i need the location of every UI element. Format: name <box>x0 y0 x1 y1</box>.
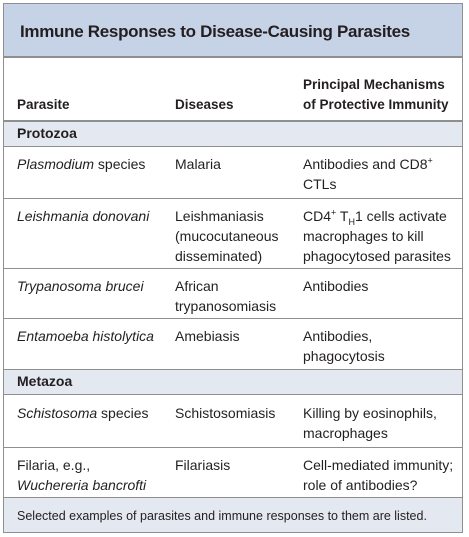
cell-mechanism <box>303 154 433 194</box>
disease-text: Leishmaniasis <box>175 208 264 224</box>
section-label: Metazoa <box>17 373 73 389</box>
header-mechanisms-line1: Principal Mechanisms <box>303 77 445 92</box>
mechanism-text: 1 cells activate <box>354 208 447 224</box>
cell-disease <box>175 154 221 174</box>
mechanism-line <box>303 206 451 226</box>
mechanism-text: Killing by eosinophils, <box>303 405 437 421</box>
disease-text: African <box>175 278 219 294</box>
cell-disease <box>175 276 276 316</box>
parasite-genus: Plasmodium <box>17 156 95 172</box>
row-divider <box>4 447 462 448</box>
disease-text: Schistosomiasis <box>175 405 276 421</box>
header-mechanisms-line2: of Protective Immunity <box>303 97 449 112</box>
superscript-plus: + <box>427 155 433 166</box>
subscript-h: H <box>348 216 355 227</box>
disease-text: Amebiasis <box>175 328 240 344</box>
table-title-bar <box>4 4 462 58</box>
mechanism-text: CD4 <box>303 208 332 224</box>
cell-parasite <box>17 154 145 174</box>
header-diseases: Diseases <box>175 97 234 112</box>
mechanism-text: Antibodies and CD8 <box>303 156 428 172</box>
row-divider <box>4 198 462 199</box>
mechanism-text: phagocytosed parasites <box>303 248 451 264</box>
header-mechanisms <box>303 75 449 115</box>
table-title: Immune Responses to Disease-Causing Parasites <box>20 22 410 41</box>
row-divider <box>4 268 462 269</box>
cell-disease <box>175 326 240 346</box>
row-divider <box>4 146 462 147</box>
disease-text: Malaria <box>175 156 221 172</box>
mechanism-text: CTLs <box>303 176 337 192</box>
disease-text: Filariasis <box>175 457 231 473</box>
cell-parasite <box>17 403 149 423</box>
cell-mechanism <box>303 403 437 443</box>
parasite-name: Trypanosoma brucei <box>17 278 144 294</box>
cell-parasite <box>17 276 144 296</box>
section-header-metazoa <box>4 370 462 394</box>
mechanism-text: role of antibodies? <box>303 477 418 493</box>
parasite-suffix: species <box>97 405 149 421</box>
cell-mechanism <box>303 326 385 366</box>
cell-parasite <box>17 326 154 346</box>
table-footnote <box>4 498 462 532</box>
cell-parasite <box>17 455 146 495</box>
section-label: Protozoa <box>17 125 77 141</box>
mechanism-text: Antibodies <box>303 278 369 294</box>
disease-text: disseminated) <box>175 248 263 264</box>
cell-mechanism <box>303 276 368 296</box>
mechanism-text: T <box>336 208 349 224</box>
mechanism-text: macrophages <box>303 425 388 441</box>
mechanism-text: Antibodies, <box>303 328 373 344</box>
cell-parasite <box>17 206 149 226</box>
mechanism-text: Cell-mediated immunity; <box>303 457 454 473</box>
parasite-name: Leishmania donovani <box>17 208 150 224</box>
cell-disease <box>175 403 275 423</box>
cell-disease <box>175 455 230 475</box>
mechanism-line <box>303 154 433 174</box>
parasite-prefix: Filaria, e.g., <box>17 457 91 473</box>
header-parasite: Parasite <box>17 97 70 112</box>
row-divider <box>4 394 462 395</box>
parasite-name: Entamoeba histolytica <box>17 328 154 344</box>
section-header-protozoa <box>4 122 462 146</box>
mechanism-text: phagocytosis <box>303 348 385 364</box>
disease-text: (mucocutaneous <box>175 228 279 244</box>
parasite-suffix: species <box>94 156 146 172</box>
parasite-name: Wuchereria bancrofti <box>17 477 147 493</box>
footnote-text: Selected examples of parasites and immune responses to them are listed. <box>17 509 427 523</box>
disease-text: trypanosomiasis <box>175 298 277 314</box>
superscript-plus: + <box>331 207 337 218</box>
cell-mechanism <box>303 206 451 266</box>
row-divider <box>4 318 462 319</box>
cell-disease <box>175 206 279 266</box>
parasite-genus: Schistosoma <box>17 405 98 421</box>
mechanism-text: macrophages to kill <box>303 228 424 244</box>
cell-mechanism <box>303 455 453 495</box>
